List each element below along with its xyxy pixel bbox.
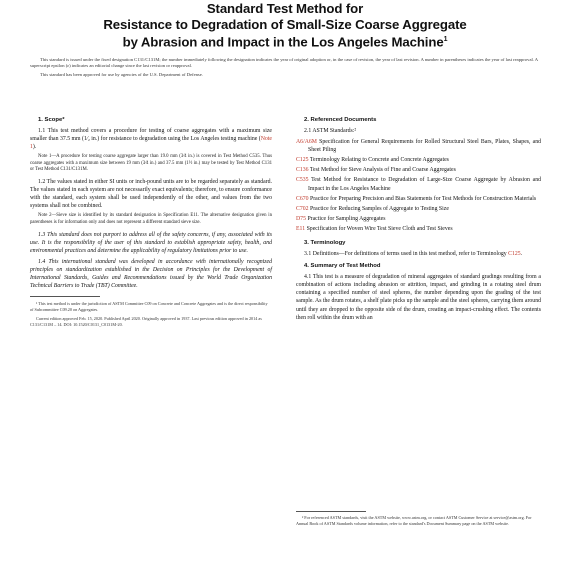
- reference-text: Specification for General Requirements for Rolled Structural Steel Bars, Plates, Shapes, and Sheet Piling: [308, 139, 542, 154]
- reference-item: [296, 176, 541, 192]
- reference-item: [296, 195, 541, 203]
- terminology-text: 3.1 Definitions—For definitions of terms used in this test method, refer to Terminology: [304, 251, 509, 258]
- preamble-dod: This standard has been approved for use by agencies of the U.S. Department of Defense.: [40, 72, 203, 78]
- reference-text: Practice for Preparing Precision and Bias Statements for Test Methods for Construction Materials: [310, 195, 537, 202]
- reference-text: Practice for Sampling Aggregates: [307, 215, 386, 222]
- right-footnote-separator: [296, 511, 366, 512]
- left-column: [30, 116, 272, 330]
- scope-1-1: [30, 127, 272, 151]
- scope-1-4: 1.4 This international standard was developed in accordance with internationally recognized principles on standardization established in the Decision on Principles for the Development of International Standards, Guides and Recommendations issued by the World Trade Organization Technical Barriers to Trade (TBT) Committee.: [30, 258, 272, 290]
- reference-text: Terminology Relating to Concrete and Concrete Aggregates: [309, 157, 449, 164]
- scope-1-1-text-c: ).: [32, 144, 37, 151]
- title-footnote-mark: 1: [443, 36, 448, 43]
- reference-text: Specification for Woven Wire Test Sieve Cloth and Test Sieves: [306, 225, 453, 232]
- reference-text: Practice for Reducing Samples of Aggregate to Testing Size: [310, 205, 449, 212]
- reference-code-link[interactable]: E11: [296, 225, 306, 232]
- reference-text: Test Method for Resistance to Degradation of Large-Size Coarse Aggregate by Abrasion and Impact in the Los Angeles Machine: [308, 177, 541, 192]
- title-line-2: Resistance to Degradation of Small-Size Coarse Aggregate: [103, 16, 467, 32]
- reference-item: [296, 166, 541, 174]
- reference-code-link[interactable]: C136: [296, 167, 309, 174]
- reference-item: [296, 138, 541, 154]
- standard-title: [0, 1, 570, 50]
- footnote-1: ¹ This test method is under the jurisdiction of ASTM Committee C09 on Concrete and Concrete Aggregates and is the direct responsibility of Subcommittee C09.20 on Aggregates.: [30, 301, 268, 313]
- title-line-1: Standard Test Method for: [206, 1, 364, 16]
- scope-1-3: 1.3 This standard does not purport to address all of the safety concerns, if any, associated with its use. It is the responsibility of the user of this standard to establish appropriate safety, health, and environmental practices and determine the applicability of regulatory limitations prior to use.: [30, 231, 272, 254]
- summary-heading: 4. Summary of Test Method: [304, 263, 381, 270]
- title-line-3: [0, 32, 570, 50]
- preamble: [30, 57, 540, 78]
- right-column: [296, 116, 541, 325]
- note-1: Note 1—A procedure for testing coarse aggregate larger than 19.0 mm (3⁄4 in.) is covered in Test Method C535. Thus coarse aggregates with a maximum size between 19 mm (3⁄4 in.) and 37.5 mm (1½ in.) may be tested by Test Method C131 or Test Method C131/C131M.: [30, 154, 272, 173]
- reference-code-link[interactable]: C670: [296, 195, 309, 202]
- scope-1-1-text-a: 1.1 This test method covers a procedure for testing of coarse aggregates with a maximum size smaller than 37.5 mm (1: [30, 128, 272, 143]
- referenced-documents-heading: 2. Referenced Documents: [304, 117, 377, 123]
- scope-heading: 1. Scope*: [38, 117, 65, 123]
- title-line-3-text: by Abrasion and Impact in the Los Angeles Machine: [122, 34, 444, 50]
- terminology-heading: 3. Terminology: [304, 240, 346, 247]
- preamble-designation: This standard is issued under the fixed designation C131/C131M; the number immediately following the designation indicates the year of original adoption or, in the case of revision, the year of last revision. A number in parentheses indicates the year of last reapproval. A superscript epsilon (ε) indicates an editorial change since the last revision or reapproval.: [30, 56, 538, 68]
- reference-code-link[interactable]: C125: [296, 157, 309, 164]
- reference-text: Test Method for Sieve Analysis of Fine and Coarse Aggregates: [309, 167, 456, 174]
- note-1-link[interactable]: Note 1: [30, 136, 272, 151]
- reference-list: [296, 138, 541, 233]
- scope-1-2: 1.2 The values stated in either SI units or inch-pound units are to be regarded separately as standard. The values stated in each system are not necessarily exact equivalents; therefore, to ensure conformance with the standard, each system shall be used independently of the other, and values from the two systems shall not be combined.: [30, 179, 272, 210]
- terminology-end: .: [520, 251, 523, 258]
- reference-code-link[interactable]: D75: [296, 215, 306, 222]
- reference-code-link[interactable]: C702: [296, 205, 309, 212]
- reference-code-link[interactable]: A6/A6M: [296, 139, 317, 146]
- footnote-2: ² For referenced ASTM standards, visit the ASTM website, www.astm.org, or contact ASTM Customer Service at service@astm.org. For Annual Book of ASTM Standards volume information, refer to the standard's Document Summary page on the ASTM website.: [296, 515, 532, 526]
- scope-1-1-text-b: ⁄₂ in.) for resistance to degradation using the Los Angeles testing machine (: [86, 136, 261, 143]
- footnote-edition: Current edition approved Feb. 15, 2020. Published April 2020. Originally approved in 1937. Last previous edition approved in 2014 as C131/C131M – 14. DOI: 10.1520/C0131_C0131M-20.: [30, 315, 262, 327]
- note-2: Note 2—Sieve size is identified by its standard designation in Specification E11. The alternative designation given in parentheses is for information only and does not represent a different standard sieve size.: [30, 213, 272, 226]
- terminology-c125-link[interactable]: C125: [508, 251, 521, 258]
- astm-standards-sub: 2.1 ASTM Standards:²: [304, 128, 357, 134]
- reference-item: [296, 205, 541, 213]
- right-footnote-area: [296, 511, 541, 530]
- reference-code-link[interactable]: C535: [296, 177, 309, 184]
- reference-item: [296, 215, 541, 223]
- footnote-separator: [30, 296, 100, 297]
- terminology-3-1: [296, 250, 541, 258]
- reference-item: [296, 156, 541, 164]
- reference-item: [296, 225, 541, 233]
- summary-4-1: 4.1 This test is a measure of degradation of mineral aggregates of standard gradings resulting from a combination of actions including abrasion or attrition, impact, and grinding in a rotating steel drum containing a specified number of steel spheres, the number depending upon the grading of the test sample. As the drum rotates, a shelf plate picks up the sample and the steel spheres, carrying them around until they are dropped to the opposite side of the drum, creating an impact-crushing effect. The contents then roll within the drum with an: [296, 274, 541, 321]
